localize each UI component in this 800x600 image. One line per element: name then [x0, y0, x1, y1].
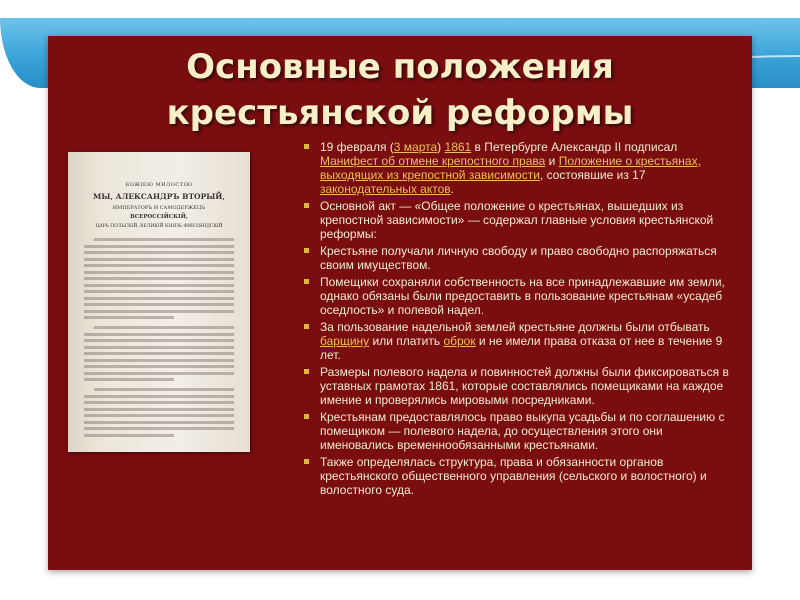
- bullet-icon: [304, 248, 309, 253]
- bullet-text: , состоявшие из 17: [539, 168, 646, 182]
- doc-text-line: [84, 372, 234, 375]
- reform-bullet-list: [300, 140, 730, 500]
- doc-text-line: [84, 408, 234, 411]
- link-polozhenie[interactable]: Положение о крестьянах, выходящих из крепостной зависимости: [320, 154, 701, 182]
- bullet-icon: [304, 369, 309, 374]
- doc-text-line: [84, 359, 234, 362]
- title-line-2: крестьянской реформы: [166, 93, 634, 133]
- doc-text-line: [84, 339, 234, 342]
- doc-text-line: [84, 258, 234, 261]
- doc-text-line: [84, 346, 234, 349]
- bullet-icon: [304, 324, 309, 329]
- doc-text-line: [84, 264, 234, 267]
- list-item: [300, 410, 730, 452]
- doc-header-line: ВСЕРОССІЙСКІЙ,: [130, 214, 188, 220]
- bullet-text: Размеры полевого надела и повинностей должны были фиксироваться в уставных грамотах 1861, которые составлялись помещиками на каждое имение и проверялись мировыми посредниками.: [320, 365, 729, 407]
- doc-header-line: БОЖІЕЮ МИЛОСТІЮ: [125, 182, 193, 188]
- slide-title: [48, 44, 752, 136]
- bullet-text: ): [437, 140, 445, 154]
- doc-text-line: [84, 316, 174, 319]
- title-line-1: Основные положения: [186, 47, 614, 87]
- slide: [48, 36, 752, 570]
- bullet-icon: [304, 459, 309, 464]
- list-item: [300, 455, 730, 497]
- link-manifest[interactable]: Манифест об отмене крепостного права: [320, 154, 546, 168]
- doc-text-line: [84, 297, 234, 300]
- bullet-icon: [304, 279, 309, 284]
- doc-header-line: ИМПЕРАТОРЪ И САМОДЕРЖЕЦЪ: [112, 205, 206, 211]
- bullet-text: Также определялась структура, права и обязанности органов крестьянского общественного управления (сельского и волостного) и волостного суда.: [320, 455, 707, 497]
- doc-text-line: [94, 238, 234, 241]
- doc-header-line: ЦАРЬ ПОЛЬСКІЙ, ВЕЛИКІЙ КНЯЗЬ ФИНЛЯНДСКІЙ: [95, 224, 223, 229]
- link-obrok[interactable]: оброк: [443, 334, 476, 348]
- link-barshchina[interactable]: барщину: [320, 334, 370, 348]
- doc-text-line: [84, 277, 234, 280]
- doc-header-line: МЫ, АЛЕКСАНДРЪ ВТОРЫЙ,: [93, 192, 225, 201]
- bullet-text: и не имели права отказа от нее в течение 9 лет.: [320, 334, 723, 362]
- bullet-text: Крестьянам предоставлялось право выкупа усадьбы и по соглашению с помещиком — полевого надела, до осуществления этого они именовались временнообязанными крестьянами.: [320, 410, 725, 452]
- list-item: [300, 275, 730, 317]
- manifesto-document-image: [68, 152, 250, 452]
- bullet-icon: [304, 144, 309, 149]
- doc-text-line: [84, 245, 234, 248]
- link-1861[interactable]: 1861: [444, 140, 472, 154]
- doc-text-line: [84, 427, 234, 430]
- bullet-icon: [304, 203, 309, 208]
- doc-text-line: [84, 333, 234, 336]
- bullet-text: Крестьяне получали личную свободу и право свободно распоряжаться своим имуществом.: [320, 244, 717, 272]
- doc-text-line: [84, 284, 234, 287]
- list-item: [300, 244, 730, 272]
- bullet-text: .: [450, 182, 454, 196]
- list-item: [300, 140, 730, 196]
- doc-text-line: [84, 414, 234, 417]
- bullet-text: Помещики сохраняли собственность на все принадлежавшие им земли, однако обязаны были предоставить в пользование крестьянам «усадеб оседлость» и полевой надел.: [320, 275, 725, 317]
- doc-text-line: [94, 388, 234, 391]
- doc-text-line: [84, 395, 234, 398]
- doc-text-line: [84, 310, 234, 313]
- link-legislative-acts[interactable]: законодательных актов: [320, 182, 451, 196]
- doc-text-line: [84, 401, 234, 404]
- bullet-text: или платить: [369, 334, 444, 348]
- bullet-text: и: [545, 154, 559, 168]
- list-item: [300, 320, 730, 362]
- doc-text-line: [84, 271, 234, 274]
- bullet-text: Основной акт — «Общее положение о крестьянах, вышедших из крепостной зависимости» — содержал главные условия крестьянской реформы:: [320, 199, 714, 241]
- bullet-text: 19 февраля (: [320, 140, 394, 154]
- doc-text-line: [94, 326, 234, 329]
- bullet-icon: [304, 414, 309, 419]
- doc-text-line: [84, 251, 234, 254]
- doc-text-line: [84, 378, 174, 381]
- doc-text-line: [84, 365, 234, 368]
- doc-text-line: [84, 303, 234, 306]
- list-item: [300, 365, 730, 407]
- bullet-text: За пользование надельной землей крестьяне должны были отбывать: [320, 320, 710, 334]
- doc-text-line: [84, 352, 234, 355]
- doc-text-line: [84, 290, 234, 293]
- link-3-marta[interactable]: 3 марта: [393, 140, 438, 154]
- doc-text-line: [84, 434, 174, 437]
- doc-text-line: [84, 421, 234, 424]
- bullet-text: в Петербурге Александр II подписал: [471, 140, 678, 154]
- list-item: [300, 199, 730, 241]
